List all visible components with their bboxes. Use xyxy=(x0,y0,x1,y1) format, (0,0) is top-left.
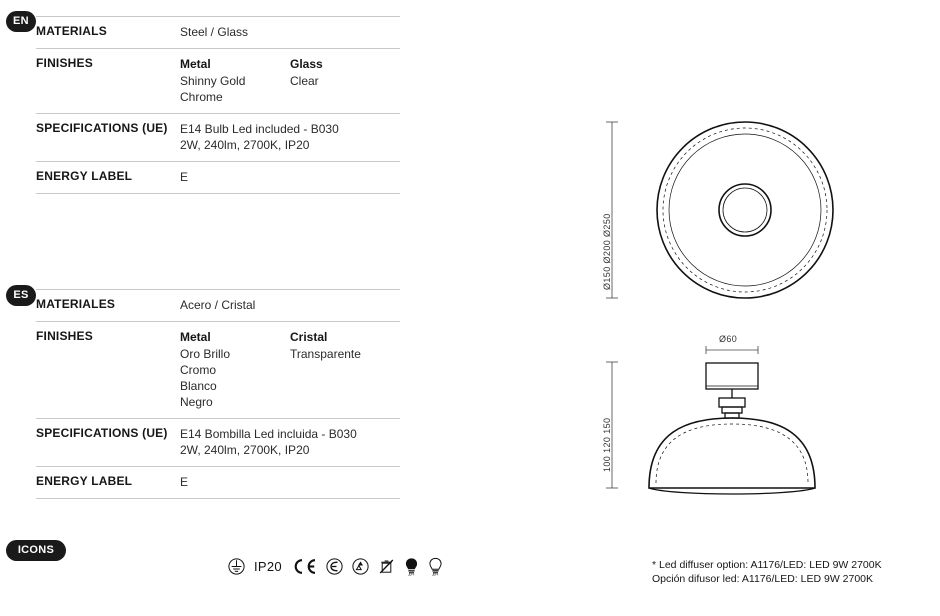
spec-label: FINISHES xyxy=(36,49,180,114)
finish-item: Clear xyxy=(290,74,319,88)
badge-language-en: EN xyxy=(6,11,36,32)
table-row xyxy=(36,17,400,49)
finish-item: Blanco xyxy=(180,379,217,393)
finish-column-head: Metal xyxy=(180,57,211,71)
spec-value xyxy=(180,322,400,419)
table-row xyxy=(36,467,400,499)
spec-table-es xyxy=(36,289,400,499)
top-view-svg xyxy=(588,112,878,307)
table-row xyxy=(36,162,400,194)
finish-item: Transparente xyxy=(290,347,361,361)
footnote-line-en: * Led diffuser option: A1176/LED: LED 9W 2700K xyxy=(652,559,882,571)
finish-item: Shinny Gold xyxy=(180,74,246,88)
spec-label: SPECIFICATIONS (UE) xyxy=(36,114,180,162)
table-row xyxy=(36,419,400,467)
spec-value-line2: 2W, 240lm, 2700K, IP20 xyxy=(180,138,310,152)
spec-label: MATERIALES xyxy=(36,290,180,322)
side-view-height-label: 100 120 150 xyxy=(602,417,612,472)
spec-value-line2: 2W, 240lm, 2700K, IP20 xyxy=(180,443,310,457)
no-waste-bin-icon xyxy=(378,558,395,575)
drawing-side-view xyxy=(588,336,878,506)
finish-item: Negro xyxy=(180,395,213,409)
table-row xyxy=(36,114,400,162)
badge-language-es: ES xyxy=(6,285,36,306)
eac-mark-icon xyxy=(326,558,343,575)
spec-label: ENERGY LABEL xyxy=(36,467,180,499)
spec-value: Steel / Glass xyxy=(180,17,400,49)
spec-label: SPECIFICATIONS (UE) xyxy=(36,419,180,467)
table-row xyxy=(36,290,400,322)
spec-label: FINISHES xyxy=(36,322,180,419)
spec-label: ENERGY LABEL xyxy=(36,162,180,194)
svg-text:A++: A++ xyxy=(432,572,439,576)
badge-icons: ICONS xyxy=(6,540,66,561)
spec-value-line1: E14 Bombilla Led incluida - B030 xyxy=(180,427,357,441)
table-row xyxy=(36,322,400,419)
footnote-line-es: Opción difusor led: A1176/LED: LED 9W 2700K xyxy=(652,573,874,585)
table-row xyxy=(36,49,400,114)
svg-text:A++: A++ xyxy=(408,572,415,576)
ip-rating-label: IP20 xyxy=(254,558,282,574)
side-view-top-dim-label: Ø60 xyxy=(719,334,738,344)
bulb-class-icon xyxy=(404,557,419,576)
finish-item: Cromo xyxy=(180,363,217,377)
grounding-icon xyxy=(228,558,245,575)
recycle-icon xyxy=(352,558,369,575)
finish-column-head: Metal xyxy=(180,330,211,344)
finish-column-head: Cristal xyxy=(290,330,328,344)
spec-value-line1: E14 Bulb Led included - B030 xyxy=(180,122,339,136)
drawing-top-view xyxy=(588,112,878,307)
spec-label: MATERIALS xyxy=(36,17,180,49)
footnote xyxy=(652,558,940,586)
finish-item: Chrome xyxy=(180,90,223,104)
spec-table-en xyxy=(36,16,400,194)
spec-value: E xyxy=(180,162,400,194)
finish-column-head: Glass xyxy=(290,57,323,71)
ce-mark-icon xyxy=(291,558,317,575)
spec-value xyxy=(180,419,400,467)
side-view-svg xyxy=(588,336,878,506)
spec-value xyxy=(180,114,400,162)
finish-column-metal xyxy=(180,329,290,410)
top-view-diameter-label: Ø150 Ø200 Ø250 xyxy=(602,213,612,290)
finish-column-metal xyxy=(180,56,290,105)
finish-column-glass xyxy=(290,56,400,105)
spec-value: Acero / Cristal xyxy=(180,290,400,322)
spec-value: E xyxy=(180,467,400,499)
energy-label-icon xyxy=(428,557,443,576)
finish-column-glass xyxy=(290,329,400,410)
finish-item: Oro Brillo xyxy=(180,347,231,361)
icons-row xyxy=(228,552,443,580)
spec-value xyxy=(180,49,400,114)
